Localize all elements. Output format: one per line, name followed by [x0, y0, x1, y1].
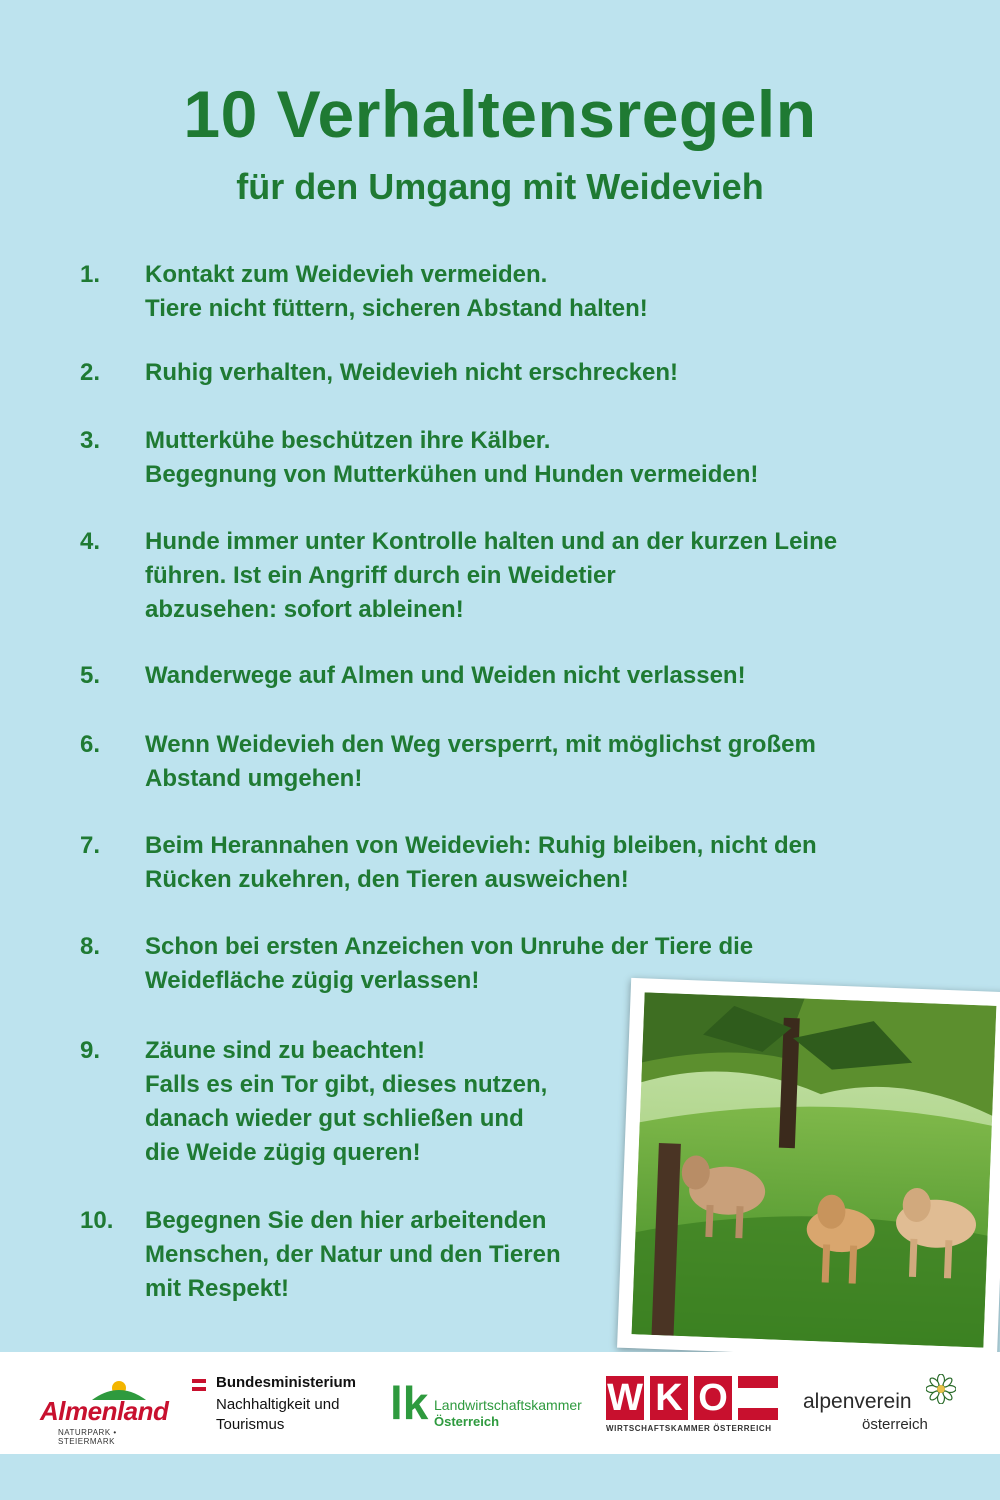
rule-text-line: Wenn Weidevieh den Weg versperrt, mit möglichst großem: [145, 731, 816, 758]
rule-number: 2.: [80, 359, 101, 386]
ministry-line1: Bundesministerium: [216, 1374, 357, 1391]
almenland-logo: [40, 1352, 170, 1454]
cows-photo: [617, 978, 1000, 1362]
ministry-line2: Nachhaltigkeit und: [216, 1396, 340, 1413]
rule-text: [145, 356, 945, 390]
rule-text-line: Wanderwege auf Almen und Weiden nicht verlassen!: [145, 662, 746, 689]
austria-flag-icon: [192, 1379, 206, 1391]
rule-number: 7.: [80, 832, 101, 859]
rule-text: [145, 728, 945, 796]
landwirtschaftskammer-logo: [390, 1352, 590, 1454]
alpenverein-line2: österreich: [862, 1416, 928, 1433]
rule-text: [145, 659, 945, 693]
rule-number: 4.: [80, 528, 101, 555]
rule-number: 3.: [80, 427, 101, 454]
lk-line1: Landwirtschaftskammer: [434, 1397, 582, 1413]
rule-text-line: Kontakt zum Weidevieh vermeiden.: [145, 261, 548, 288]
rule-text-line: Hunde immer unter Kontrolle halten und an der kurzen Leine: [145, 528, 838, 555]
wko-letter-w: W: [607, 1377, 643, 1419]
rule-number: 10.: [80, 1207, 114, 1234]
page-subtitle: für den Umgang mit Weidevieh: [236, 166, 764, 207]
cows-on-pasture-illustration: [632, 992, 997, 1347]
rule-text-line: Begegnung von Mutterkühen und Hunden vermeiden!: [145, 461, 759, 488]
rule-text-line: abzusehen: sofort ableinen!: [145, 596, 464, 623]
alpenverein-logo: [800, 1352, 960, 1454]
rule-text-line: Menschen, der Natur und den Tieren: [145, 1241, 561, 1268]
page-title: 10 Verhaltensregeln: [183, 77, 817, 151]
rule-text: [145, 829, 945, 897]
rule-number: 8.: [80, 933, 101, 960]
rule-number: 6.: [80, 731, 101, 758]
almenland-subtitle: NATURPARK • STEIERMARK: [58, 1428, 117, 1446]
rule-text-line: Beim Herannahen von Weidevieh: Ruhig bleiben, nicht den: [145, 832, 817, 859]
rule-text-line: Ruhig verhalten, Weidevieh nicht erschrecken!: [145, 359, 679, 386]
ministry-line3: Tourismus: [216, 1416, 285, 1433]
rule-text-line: Falls es ein Tor gibt, dieses nutzen,: [145, 1071, 548, 1098]
rule-text-line: Zäune sind zu beachten!: [145, 1037, 426, 1064]
wko-logo: [606, 1352, 778, 1454]
wko-subtitle: WIRTSCHAFTSKAMMER ÖSTERREICH: [606, 1424, 772, 1433]
rule-text-line: Weidefläche zügig verlassen!: [145, 967, 480, 994]
rule-text-line: Begegnen Sie den hier arbeitenden: [145, 1207, 547, 1234]
rule-text: [145, 525, 945, 627]
rule-number: 5.: [80, 662, 101, 689]
wko-letter-o: O: [694, 1376, 732, 1420]
rule-text-line: Tiere nicht füttern, sicheren Abstand halten!: [145, 295, 648, 322]
lk-line2: Österreich: [434, 1414, 500, 1429]
rule-number: 1.: [80, 261, 101, 288]
ministry-logo: [192, 1352, 372, 1454]
rule-text-line: Rücken zukehren, den Tieren ausweichen!: [145, 866, 629, 893]
edelweiss-icon: [926, 1374, 956, 1404]
rule-text: [145, 258, 945, 326]
rule-text-line: Abstand umgehen!: [145, 765, 363, 792]
rule-text-line: Mutterkühe beschützen ihre Kälber.: [145, 427, 551, 454]
wko-letter-k: K: [650, 1376, 688, 1420]
alpenverein-line1: alpenverein: [803, 1390, 912, 1413]
partner-logos-bar: [0, 1352, 1000, 1454]
rule-text-line: führen. Ist ein Angriff durch ein Weidetier: [145, 562, 616, 589]
lk-mark: lk: [390, 1377, 429, 1429]
rule-text-line: Schon bei ersten Anzeichen von Unruhe der Tiere die: [145, 933, 754, 960]
rule-text-line: die Weide zügig queren!: [145, 1139, 421, 1166]
almenland-wordmark: Almenland: [40, 1396, 169, 1426]
rule-text-line: mit Respekt!: [145, 1275, 290, 1302]
wko-bar-top: [738, 1376, 778, 1388]
wko-bar-bottom: [738, 1408, 778, 1420]
rule-number: 9.: [80, 1037, 101, 1064]
rule-text: [145, 424, 945, 492]
rule-text-line: danach wieder gut schließen und: [145, 1105, 524, 1132]
